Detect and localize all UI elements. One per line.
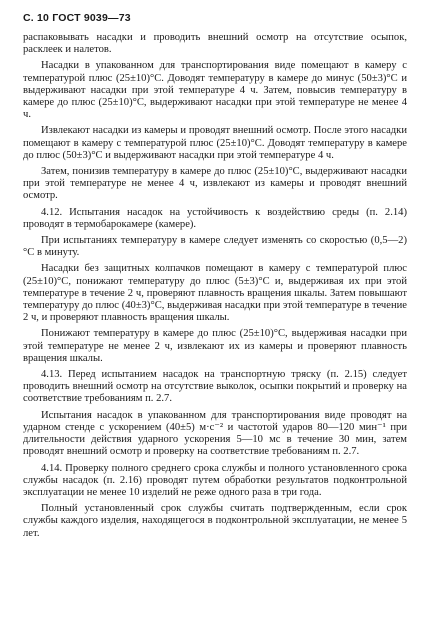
paragraph: Понижают температуру в камере до плюс (25±10)°С, выдерживая насадки при этой температуре не менее 2 ч, извлекают их из камеры и проверяют плавность вращения шкалы. xyxy=(23,328,407,364)
paragraph: Насадки без защитных колпачков помещают в камеру с температурой плюс (25±10)°С, понижают температуру до плюс (5±3)°С и, выдерживая их при этой температуре в течение 2 ч, проверяют плавность вращения шкалы. Затем повышают температуру до плюс (40±3)°С, выдерживая насадки при этой температуре в течение 2 ч, и проверяют плавность вращения шкалы. xyxy=(23,263,407,324)
paragraph: Полный установленный срок службы считать подтвержденным, если срок службы каждого изделия, находящегося в подконтрольной эксплуатации, не менее 5 лет. xyxy=(23,503,407,539)
paragraph: При испытаниях температуру в камере следует изменять со скоростью (0,5—2)°С в минуту. xyxy=(23,235,407,259)
paragraph: Извлекают насадки из камеры и проводят внешний осмотр. После этого насадки помещают в камеру с температурой плюс (25±10)°С. Доводят температуру в камере до плюс (50±3)°С и выдерживают насадки при этой температуре 4 ч. xyxy=(23,125,407,161)
paragraph-4-12: 4.12. Испытания насадок на устойчивость к воздействию среды (п. 2.14) проводят в термобарокамере (камере). xyxy=(23,206,407,230)
paragraph: Затем, понизив температуру в камере до плюс (25±10)°С, выдерживают насадки при этой температуре не менее 4 ч, извлекают из камеры и проводят внешний осмотр. xyxy=(23,166,407,202)
document-body xyxy=(23,32,407,544)
page-header: С. 10 ГОСТ 9039—73 xyxy=(23,12,131,24)
paragraph-4-14: 4.14. Проверку полного среднего срока службы и полного установленного срока службы насадок (п. 2.16) проводят путем обработки результатов подконтрольной эксплуатации не менее 10 изделий не реже одного раза в три года. xyxy=(23,462,407,498)
paragraph-continuation: распаковывать насадки и проводить внешний осмотр на отсутствие осыпок, расклеек и налетов. xyxy=(23,32,407,56)
paragraph: Насадки в упакованном для транспортирования виде помещают в камеру с температурой плюс (25±10)°С. Доводят температуру в камере до минус (50±3)°С и выдерживают насадки при этой температуре 4 ч. Затем, повысив температуру в камере до плюс (25±10)°С, выдерживают насадки при этой температуре не менее 4 ч. xyxy=(23,60,407,121)
paragraph-4-13: 4.13. Перед испытанием насадок на транспортную тряску (п. 2.15) следует проводить внешний осмотр на отсутствие выколок, осыпки покрытий и проверку на соответствие требованиям п. 2.7. xyxy=(23,369,407,405)
paragraph: Испытания насадок в упакованном для транспортирования виде проводят на ударном стенде с ускорением (40±5) м·с⁻² и частотой ударов 80—120 мин⁻¹ при длительности действия ударного ускорения 5—10 мс в течение 30 мин, затем проводят внешний осмотр и проверку на соответствие требованиям п. 2.7. xyxy=(23,409,407,458)
